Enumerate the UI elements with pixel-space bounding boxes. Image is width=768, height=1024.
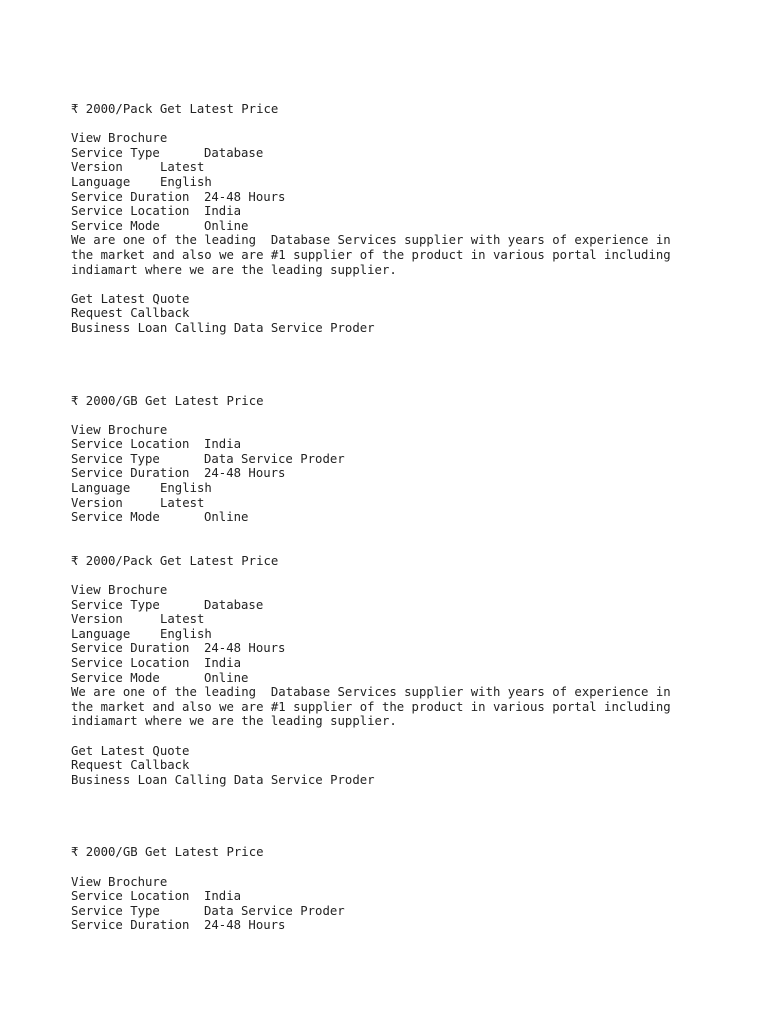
price: ₹ 2000/Pack: [71, 553, 153, 568]
spec-row: [71, 175, 711, 190]
description-line: the market and also we are #1 supplier of the product in various portal including: [71, 247, 671, 262]
price-line: [71, 845, 711, 860]
spec-row: [71, 204, 711, 219]
spec-row: [71, 190, 711, 205]
spec-row: [71, 452, 711, 467]
listing-gb-1: [71, 394, 711, 525]
description: [71, 233, 711, 277]
price-line: [71, 554, 711, 569]
description-line: indiamart where we are the leading supplier.: [71, 262, 397, 277]
spec-row: [71, 160, 711, 175]
view-brochure-link[interactable]: View Brochure: [71, 422, 168, 437]
spec-key: Service Duration: [71, 641, 190, 656]
spec-value: India: [204, 656, 242, 670]
description-line: We are one of the leading Database Services supplier with years of experience in: [71, 685, 671, 700]
spec-key: Service Location: [71, 656, 190, 670]
description-line: the market and also we are #1 supplier of the product in various portal including: [71, 699, 671, 714]
spec-key: Service Mode: [71, 510, 160, 525]
price: ₹ 2000/Pack: [71, 102, 153, 116]
spec-value: Latest: [160, 160, 205, 175]
spec-list: [71, 889, 711, 933]
spec-key: Service Mode: [71, 218, 160, 233]
spec-key: Service Duration: [71, 918, 190, 933]
spec-value: Online: [204, 670, 249, 685]
view-brochure-link[interactable]: View Brochure: [71, 583, 168, 598]
spec-value: India: [204, 889, 242, 904]
spec-row: [71, 627, 711, 642]
description-line: indiamart where we are the leading supplier.: [71, 714, 397, 729]
spec-row: [71, 612, 711, 627]
spec-row: [71, 481, 711, 496]
spec-key: Service Location: [71, 889, 190, 904]
request-callback-button[interactable]: Request Callback: [71, 306, 190, 321]
document-page: [71, 102, 711, 933]
get-latest-quote-button[interactable]: Get Latest Quote: [71, 743, 190, 758]
spec-row: [71, 510, 711, 525]
listing-pack-2: [71, 554, 711, 788]
description-line: We are one of the leading Database Services supplier with years of experience in: [71, 233, 671, 248]
price: ₹ 2000/GB: [71, 845, 138, 860]
spec-row: [71, 671, 711, 686]
spec-key: Language: [71, 174, 131, 189]
spec-row: [71, 641, 711, 656]
spec-key: Service Duration: [71, 466, 190, 481]
spec-list: [71, 437, 711, 525]
spec-key: Language: [71, 626, 131, 641]
price: ₹ 2000/GB: [71, 393, 138, 408]
get-latest-price-link[interactable]: Get Latest Price: [145, 845, 264, 860]
spec-key: Version: [71, 160, 123, 175]
spec-value: Database: [204, 145, 264, 160]
get-latest-quote-button[interactable]: Get Latest Quote: [71, 291, 190, 306]
listing-pack-1: [71, 102, 711, 336]
description: [71, 685, 711, 729]
spec-list: [71, 146, 711, 234]
spec-value: Data Service Proder: [204, 903, 345, 918]
spec-key: Service Type: [71, 451, 160, 466]
spec-value: English: [160, 481, 212, 496]
get-latest-price-link[interactable]: Get Latest Price: [145, 393, 264, 408]
spec-row: [71, 496, 711, 511]
spec-value: Latest: [160, 612, 205, 627]
spec-value: Online: [204, 218, 249, 233]
spec-value: Database: [204, 597, 264, 612]
spec-row: [71, 146, 711, 161]
spec-value: English: [160, 174, 212, 189]
request-callback-button[interactable]: Request Callback: [71, 758, 190, 773]
spec-row: [71, 889, 711, 904]
spec-key: Service Type: [71, 597, 160, 612]
listing-gb-2: [71, 845, 711, 933]
spec-key: Version: [71, 495, 123, 510]
spec-row: [71, 918, 711, 933]
get-latest-price-link[interactable]: Get Latest Price: [159, 553, 279, 568]
spec-value: India: [204, 204, 242, 219]
product-title[interactable]: Business Loan Calling Data Service Proder: [71, 320, 375, 335]
spec-row: [71, 219, 711, 234]
spec-value: 24-48 Hours: [204, 641, 286, 656]
view-brochure-link[interactable]: View Brochure: [71, 874, 168, 889]
spec-value: 24-48 Hours: [204, 918, 286, 933]
spec-value: English: [160, 626, 212, 641]
spec-value: Latest: [160, 495, 205, 510]
spec-value: 24-48 Hours: [204, 189, 286, 204]
spec-value: 24-48 Hours: [204, 466, 286, 481]
spec-key: Service Type: [71, 145, 160, 160]
view-brochure-link[interactable]: View Brochure: [71, 131, 168, 146]
spec-row: [71, 656, 711, 671]
spec-row: [71, 904, 711, 919]
spec-list: [71, 598, 711, 686]
spec-row: [71, 598, 711, 613]
spec-value: Online: [204, 510, 249, 525]
spec-key: Version: [71, 612, 123, 627]
spec-value: Data Service Proder: [204, 451, 345, 466]
price-line: [71, 394, 711, 409]
spec-row: [71, 437, 711, 452]
spec-key: Service Location: [71, 204, 190, 219]
spec-key: Service Location: [71, 437, 190, 452]
get-latest-price-link[interactable]: Get Latest Price: [159, 102, 279, 116]
price-line: [71, 102, 711, 117]
product-title[interactable]: Business Loan Calling Data Service Proder: [71, 772, 375, 787]
spec-key: Service Duration: [71, 189, 190, 204]
spec-key: Service Type: [71, 903, 160, 918]
spec-row: [71, 466, 711, 481]
spec-key: Service Mode: [71, 670, 160, 685]
spec-value: India: [204, 437, 242, 452]
spec-key: Language: [71, 481, 131, 496]
